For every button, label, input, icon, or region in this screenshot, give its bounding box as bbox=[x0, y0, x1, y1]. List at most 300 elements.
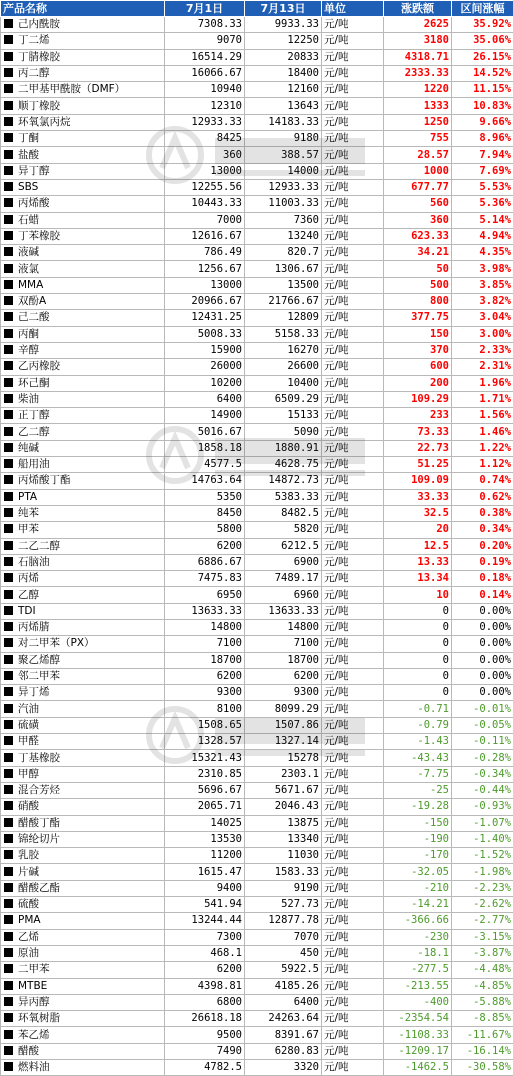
unit-cell[interactable]: 元/吨 bbox=[322, 440, 384, 456]
product-name-cell[interactable] bbox=[1, 342, 165, 358]
unit-cell[interactable]: 元/吨 bbox=[322, 277, 384, 293]
price-end-cell[interactable]: 1507.86 bbox=[245, 717, 322, 733]
change-amount-cell[interactable]: 13.34 bbox=[384, 571, 452, 587]
price-start-cell[interactable]: 2065.71 bbox=[165, 799, 245, 815]
change-amount-cell[interactable]: 600 bbox=[384, 359, 452, 375]
change-percent-cell[interactable]: -2.62% bbox=[452, 897, 513, 913]
product-name-cell[interactable] bbox=[1, 65, 165, 81]
change-amount-cell[interactable]: 12.5 bbox=[384, 538, 452, 554]
price-start-cell[interactable]: 5016.67 bbox=[165, 424, 245, 440]
change-amount-cell[interactable]: -7.75 bbox=[384, 766, 452, 782]
table-row[interactable] bbox=[1, 277, 513, 293]
change-percent-cell[interactable]: 0.20% bbox=[452, 538, 513, 554]
table-row[interactable] bbox=[1, 701, 513, 717]
change-amount-cell[interactable]: 10 bbox=[384, 587, 452, 603]
change-amount-cell[interactable]: -213.55 bbox=[384, 978, 452, 994]
table-row[interactable] bbox=[1, 554, 513, 570]
product-name-cell[interactable] bbox=[1, 766, 165, 782]
price-start-cell[interactable]: 1508.65 bbox=[165, 717, 245, 733]
price-end-cell[interactable]: 1880.91 bbox=[245, 440, 322, 456]
price-start-cell[interactable]: 12616.67 bbox=[165, 228, 245, 244]
unit-cell[interactable]: 元/吨 bbox=[322, 457, 384, 473]
change-percent-cell[interactable]: 0.74% bbox=[452, 473, 513, 489]
price-start-cell[interactable]: 1615.47 bbox=[165, 864, 245, 880]
price-end-cell[interactable]: 11030 bbox=[245, 848, 322, 864]
table-row[interactable] bbox=[1, 1060, 513, 1076]
unit-cell[interactable]: 元/吨 bbox=[322, 750, 384, 766]
price-start-cell[interactable]: 9500 bbox=[165, 1027, 245, 1043]
change-percent-cell[interactable]: -2.23% bbox=[452, 880, 513, 896]
change-amount-cell[interactable]: -0.71 bbox=[384, 701, 452, 717]
price-end-cell[interactable]: 12250 bbox=[245, 33, 322, 49]
price-start-cell[interactable]: 20966.67 bbox=[165, 294, 245, 310]
table-row[interactable] bbox=[1, 391, 513, 407]
table-row[interactable] bbox=[1, 978, 513, 994]
unit-cell[interactable]: 元/吨 bbox=[322, 994, 384, 1010]
unit-cell[interactable]: 元/吨 bbox=[322, 1043, 384, 1059]
price-end-cell[interactable]: 12809 bbox=[245, 310, 322, 326]
change-percent-cell[interactable]: 26.15% bbox=[452, 49, 513, 65]
price-start-cell[interactable]: 4398.81 bbox=[165, 978, 245, 994]
change-amount-cell[interactable]: 1220 bbox=[384, 82, 452, 98]
unit-cell[interactable]: 元/吨 bbox=[322, 114, 384, 130]
change-amount-cell[interactable]: -400 bbox=[384, 994, 452, 1010]
unit-cell[interactable]: 元/吨 bbox=[322, 82, 384, 98]
product-name-cell[interactable] bbox=[1, 359, 165, 375]
table-row[interactable] bbox=[1, 815, 513, 831]
price-start-cell[interactable]: 13000 bbox=[165, 277, 245, 293]
unit-cell[interactable]: 元/吨 bbox=[322, 408, 384, 424]
price-end-cell[interactable]: 26600 bbox=[245, 359, 322, 375]
change-percent-cell[interactable]: 0.18% bbox=[452, 571, 513, 587]
table-row[interactable] bbox=[1, 848, 513, 864]
product-name-cell[interactable] bbox=[1, 391, 165, 407]
price-end-cell[interactable]: 24263.64 bbox=[245, 1011, 322, 1027]
price-start-cell[interactable]: 12310 bbox=[165, 98, 245, 114]
unit-cell[interactable]: 元/吨 bbox=[322, 245, 384, 261]
unit-cell[interactable]: 元/吨 bbox=[322, 212, 384, 228]
change-amount-cell[interactable]: 1000 bbox=[384, 163, 452, 179]
price-start-cell[interactable]: 4577.5 bbox=[165, 457, 245, 473]
unit-cell[interactable]: 元/吨 bbox=[322, 538, 384, 554]
unit-cell[interactable]: 元/吨 bbox=[322, 375, 384, 391]
change-amount-cell[interactable]: -277.5 bbox=[384, 962, 452, 978]
price-end-cell[interactable]: 9180 bbox=[245, 131, 322, 147]
change-amount-cell[interactable]: 800 bbox=[384, 294, 452, 310]
change-percent-cell[interactable]: -4.48% bbox=[452, 962, 513, 978]
price-start-cell[interactable]: 7475.83 bbox=[165, 571, 245, 587]
price-start-cell[interactable]: 10940 bbox=[165, 82, 245, 98]
change-percent-cell[interactable]: 0.34% bbox=[452, 522, 513, 538]
price-start-cell[interactable]: 8450 bbox=[165, 505, 245, 521]
product-name-cell[interactable] bbox=[1, 1027, 165, 1043]
product-name-cell[interactable] bbox=[1, 49, 165, 65]
price-start-cell[interactable]: 5350 bbox=[165, 489, 245, 505]
unit-cell[interactable]: 元/吨 bbox=[322, 294, 384, 310]
unit-cell[interactable]: 元/吨 bbox=[322, 848, 384, 864]
table-row[interactable] bbox=[1, 994, 513, 1010]
price-start-cell[interactable]: 360 bbox=[165, 147, 245, 163]
price-start-cell[interactable]: 6950 bbox=[165, 587, 245, 603]
change-percent-cell[interactable]: 7.94% bbox=[452, 147, 513, 163]
header-change-percent[interactable]: 区间涨幅 bbox=[452, 1, 513, 17]
price-end-cell[interactable]: 5158.33 bbox=[245, 326, 322, 342]
price-end-cell[interactable]: 6200 bbox=[245, 668, 322, 684]
price-start-cell[interactable]: 2310.85 bbox=[165, 766, 245, 782]
price-end-cell[interactable]: 7100 bbox=[245, 636, 322, 652]
table-row[interactable] bbox=[1, 880, 513, 896]
change-percent-cell[interactable]: 8.96% bbox=[452, 131, 513, 147]
price-end-cell[interactable]: 6900 bbox=[245, 554, 322, 570]
table-row[interactable] bbox=[1, 1027, 513, 1043]
change-percent-cell[interactable]: 5.53% bbox=[452, 179, 513, 195]
table-row[interactable] bbox=[1, 750, 513, 766]
unit-cell[interactable]: 元/吨 bbox=[322, 978, 384, 994]
unit-cell[interactable]: 元/吨 bbox=[322, 652, 384, 668]
change-amount-cell[interactable]: 0 bbox=[384, 619, 452, 635]
price-end-cell[interactable]: 7489.17 bbox=[245, 571, 322, 587]
table-row[interactable] bbox=[1, 734, 513, 750]
table-row[interactable] bbox=[1, 929, 513, 945]
unit-cell[interactable]: 元/吨 bbox=[322, 587, 384, 603]
table-row[interactable] bbox=[1, 65, 513, 81]
change-percent-cell[interactable]: -0.11% bbox=[452, 734, 513, 750]
price-start-cell[interactable]: 6200 bbox=[165, 668, 245, 684]
change-percent-cell[interactable]: 2.31% bbox=[452, 359, 513, 375]
change-amount-cell[interactable]: 0 bbox=[384, 636, 452, 652]
table-row[interactable] bbox=[1, 864, 513, 880]
unit-cell[interactable]: 元/吨 bbox=[322, 228, 384, 244]
price-end-cell[interactable]: 2303.1 bbox=[245, 766, 322, 782]
product-name-cell[interactable] bbox=[1, 457, 165, 473]
change-amount-cell[interactable]: 370 bbox=[384, 342, 452, 358]
change-percent-cell[interactable]: -1.07% bbox=[452, 815, 513, 831]
product-name-cell[interactable] bbox=[1, 929, 165, 945]
price-start-cell[interactable]: 5696.67 bbox=[165, 782, 245, 798]
change-amount-cell[interactable]: 0 bbox=[384, 603, 452, 619]
change-amount-cell[interactable]: 32.5 bbox=[384, 505, 452, 521]
price-end-cell[interactable]: 16270 bbox=[245, 342, 322, 358]
unit-cell[interactable]: 元/吨 bbox=[322, 636, 384, 652]
price-start-cell[interactable]: 26000 bbox=[165, 359, 245, 375]
table-row[interactable] bbox=[1, 505, 513, 521]
change-percent-cell[interactable]: -3.87% bbox=[452, 945, 513, 961]
unit-cell[interactable]: 元/吨 bbox=[322, 131, 384, 147]
price-end-cell[interactable]: 450 bbox=[245, 945, 322, 961]
change-amount-cell[interactable]: -170 bbox=[384, 848, 452, 864]
price-end-cell[interactable]: 5922.5 bbox=[245, 962, 322, 978]
product-name-cell[interactable] bbox=[1, 848, 165, 864]
table-row[interactable] bbox=[1, 17, 513, 33]
price-end-cell[interactable]: 12877.78 bbox=[245, 913, 322, 929]
change-percent-cell[interactable]: 4.94% bbox=[452, 228, 513, 244]
product-name-cell[interactable] bbox=[1, 522, 165, 538]
product-name-cell[interactable] bbox=[1, 17, 165, 33]
product-name-cell[interactable] bbox=[1, 1060, 165, 1076]
table-row[interactable] bbox=[1, 489, 513, 505]
price-start-cell[interactable]: 786.49 bbox=[165, 245, 245, 261]
price-start-cell[interactable]: 7308.33 bbox=[165, 17, 245, 33]
price-start-cell[interactable]: 6200 bbox=[165, 538, 245, 554]
unit-cell[interactable]: 元/吨 bbox=[322, 880, 384, 896]
price-end-cell[interactable]: 18700 bbox=[245, 652, 322, 668]
unit-cell[interactable]: 元/吨 bbox=[322, 799, 384, 815]
change-percent-cell[interactable]: 1.22% bbox=[452, 440, 513, 456]
product-name-cell[interactable] bbox=[1, 880, 165, 896]
change-amount-cell[interactable]: -32.05 bbox=[384, 864, 452, 880]
unit-cell[interactable]: 元/吨 bbox=[322, 359, 384, 375]
unit-cell[interactable]: 元/吨 bbox=[322, 929, 384, 945]
product-name-cell[interactable] bbox=[1, 277, 165, 293]
product-name-cell[interactable] bbox=[1, 668, 165, 684]
price-end-cell[interactable]: 15133 bbox=[245, 408, 322, 424]
price-end-cell[interactable]: 6212.5 bbox=[245, 538, 322, 554]
product-name-cell[interactable] bbox=[1, 82, 165, 98]
price-end-cell[interactable]: 13633.33 bbox=[245, 603, 322, 619]
table-row[interactable] bbox=[1, 619, 513, 635]
price-end-cell[interactable]: 15278 bbox=[245, 750, 322, 766]
price-end-cell[interactable]: 3320 bbox=[245, 1060, 322, 1076]
price-end-cell[interactable]: 4185.26 bbox=[245, 978, 322, 994]
change-amount-cell[interactable]: -210 bbox=[384, 880, 452, 896]
table-row[interactable] bbox=[1, 375, 513, 391]
change-amount-cell[interactable]: -1.43 bbox=[384, 734, 452, 750]
change-amount-cell[interactable]: -1209.17 bbox=[384, 1043, 452, 1059]
change-percent-cell[interactable]: -16.14% bbox=[452, 1043, 513, 1059]
change-percent-cell[interactable]: 3.98% bbox=[452, 261, 513, 277]
unit-cell[interactable]: 元/吨 bbox=[322, 163, 384, 179]
price-end-cell[interactable]: 7070 bbox=[245, 929, 322, 945]
unit-cell[interactable]: 元/吨 bbox=[322, 391, 384, 407]
change-percent-cell[interactable]: 2.33% bbox=[452, 342, 513, 358]
change-amount-cell[interactable]: 377.75 bbox=[384, 310, 452, 326]
header-date-end[interactable]: 7月13日 bbox=[245, 1, 322, 17]
table-row[interactable] bbox=[1, 196, 513, 212]
change-amount-cell[interactable]: 1333 bbox=[384, 98, 452, 114]
unit-cell[interactable]: 元/吨 bbox=[322, 261, 384, 277]
change-amount-cell[interactable]: 755 bbox=[384, 131, 452, 147]
price-start-cell[interactable]: 13530 bbox=[165, 831, 245, 847]
product-name-cell[interactable] bbox=[1, 571, 165, 587]
unit-cell[interactable]: 元/吨 bbox=[322, 864, 384, 880]
table-row[interactable] bbox=[1, 33, 513, 49]
unit-cell[interactable]: 元/吨 bbox=[322, 65, 384, 81]
table-row[interactable] bbox=[1, 766, 513, 782]
price-start-cell[interactable]: 9400 bbox=[165, 880, 245, 896]
price-start-cell[interactable]: 13633.33 bbox=[165, 603, 245, 619]
change-percent-cell[interactable]: 3.04% bbox=[452, 310, 513, 326]
table-row[interactable] bbox=[1, 473, 513, 489]
table-row[interactable] bbox=[1, 652, 513, 668]
change-amount-cell[interactable]: 4318.71 bbox=[384, 49, 452, 65]
change-amount-cell[interactable]: -43.43 bbox=[384, 750, 452, 766]
table-row[interactable] bbox=[1, 945, 513, 961]
product-name-cell[interactable] bbox=[1, 424, 165, 440]
price-start-cell[interactable]: 6400 bbox=[165, 391, 245, 407]
table-row[interactable] bbox=[1, 261, 513, 277]
price-start-cell[interactable]: 14025 bbox=[165, 815, 245, 831]
header-date-start[interactable]: 7月1日 bbox=[165, 1, 245, 17]
unit-cell[interactable]: 元/吨 bbox=[322, 49, 384, 65]
price-end-cell[interactable]: 5090 bbox=[245, 424, 322, 440]
product-name-cell[interactable] bbox=[1, 375, 165, 391]
price-end-cell[interactable]: 5671.67 bbox=[245, 782, 322, 798]
change-amount-cell[interactable]: -18.1 bbox=[384, 945, 452, 961]
table-row[interactable] bbox=[1, 147, 513, 163]
price-end-cell[interactable]: 11003.33 bbox=[245, 196, 322, 212]
price-end-cell[interactable]: 13340 bbox=[245, 831, 322, 847]
price-end-cell[interactable]: 13240 bbox=[245, 228, 322, 244]
header-unit[interactable]: 单位 bbox=[322, 1, 384, 17]
price-start-cell[interactable]: 9070 bbox=[165, 33, 245, 49]
change-amount-cell[interactable]: 0 bbox=[384, 685, 452, 701]
table-row[interactable] bbox=[1, 131, 513, 147]
table-row[interactable] bbox=[1, 1043, 513, 1059]
price-end-cell[interactable]: 7360 bbox=[245, 212, 322, 228]
product-name-cell[interactable] bbox=[1, 897, 165, 913]
price-end-cell[interactable]: 20833 bbox=[245, 49, 322, 65]
product-name-cell[interactable] bbox=[1, 962, 165, 978]
change-percent-cell[interactable]: 3.85% bbox=[452, 277, 513, 293]
change-amount-cell[interactable]: 51.25 bbox=[384, 457, 452, 473]
change-percent-cell[interactable]: -0.28% bbox=[452, 750, 513, 766]
change-percent-cell[interactable]: 0.00% bbox=[452, 636, 513, 652]
unit-cell[interactable]: 元/吨 bbox=[322, 424, 384, 440]
price-start-cell[interactable]: 9300 bbox=[165, 685, 245, 701]
product-name-cell[interactable] bbox=[1, 98, 165, 114]
product-name-cell[interactable] bbox=[1, 179, 165, 195]
product-name-cell[interactable] bbox=[1, 114, 165, 130]
change-percent-cell[interactable]: 0.00% bbox=[452, 685, 513, 701]
price-start-cell[interactable]: 11200 bbox=[165, 848, 245, 864]
price-end-cell[interactable]: 21766.67 bbox=[245, 294, 322, 310]
product-name-cell[interactable] bbox=[1, 131, 165, 147]
change-percent-cell[interactable]: 14.52% bbox=[452, 65, 513, 81]
price-start-cell[interactable]: 4782.5 bbox=[165, 1060, 245, 1076]
change-percent-cell[interactable]: 35.06% bbox=[452, 33, 513, 49]
change-amount-cell[interactable]: 13.33 bbox=[384, 554, 452, 570]
change-percent-cell[interactable]: 1.56% bbox=[452, 408, 513, 424]
unit-cell[interactable]: 元/吨 bbox=[322, 554, 384, 570]
unit-cell[interactable]: 元/吨 bbox=[322, 342, 384, 358]
change-percent-cell[interactable]: 1.71% bbox=[452, 391, 513, 407]
product-name-cell[interactable] bbox=[1, 196, 165, 212]
price-end-cell[interactable]: 9300 bbox=[245, 685, 322, 701]
unit-cell[interactable]: 元/吨 bbox=[322, 701, 384, 717]
change-percent-cell[interactable]: 5.14% bbox=[452, 212, 513, 228]
table-row[interactable] bbox=[1, 782, 513, 798]
table-row[interactable] bbox=[1, 342, 513, 358]
product-name-cell[interactable] bbox=[1, 33, 165, 49]
price-start-cell[interactable]: 1256.67 bbox=[165, 261, 245, 277]
price-end-cell[interactable]: 14183.33 bbox=[245, 114, 322, 130]
change-percent-cell[interactable]: 0.00% bbox=[452, 603, 513, 619]
change-percent-cell[interactable]: -4.85% bbox=[452, 978, 513, 994]
product-name-cell[interactable] bbox=[1, 294, 165, 310]
price-end-cell[interactable]: 1583.33 bbox=[245, 864, 322, 880]
table-row[interactable] bbox=[1, 897, 513, 913]
price-end-cell[interactable]: 12160 bbox=[245, 82, 322, 98]
unit-cell[interactable]: 元/吨 bbox=[322, 603, 384, 619]
unit-cell[interactable]: 元/吨 bbox=[322, 897, 384, 913]
price-start-cell[interactable]: 12255.56 bbox=[165, 179, 245, 195]
unit-cell[interactable]: 元/吨 bbox=[322, 717, 384, 733]
product-name-cell[interactable] bbox=[1, 245, 165, 261]
change-amount-cell[interactable]: 360 bbox=[384, 212, 452, 228]
change-amount-cell[interactable]: 109.09 bbox=[384, 473, 452, 489]
unit-cell[interactable]: 元/吨 bbox=[322, 815, 384, 831]
product-name-cell[interactable] bbox=[1, 913, 165, 929]
price-end-cell[interactable]: 8099.29 bbox=[245, 701, 322, 717]
unit-cell[interactable]: 元/吨 bbox=[322, 962, 384, 978]
product-name-cell[interactable] bbox=[1, 538, 165, 554]
table-row[interactable] bbox=[1, 668, 513, 684]
change-percent-cell[interactable]: -0.05% bbox=[452, 717, 513, 733]
change-amount-cell[interactable]: -230 bbox=[384, 929, 452, 945]
product-name-cell[interactable] bbox=[1, 147, 165, 163]
table-row[interactable] bbox=[1, 685, 513, 701]
price-end-cell[interactable]: 4628.75 bbox=[245, 457, 322, 473]
change-percent-cell[interactable]: -1.52% bbox=[452, 848, 513, 864]
price-start-cell[interactable]: 8100 bbox=[165, 701, 245, 717]
change-amount-cell[interactable]: 3180 bbox=[384, 33, 452, 49]
product-name-cell[interactable] bbox=[1, 408, 165, 424]
unit-cell[interactable]: 元/吨 bbox=[322, 571, 384, 587]
header-product-name[interactable]: 产品名称 bbox=[1, 1, 165, 17]
price-start-cell[interactable]: 13244.44 bbox=[165, 913, 245, 929]
price-start-cell[interactable]: 18700 bbox=[165, 652, 245, 668]
price-end-cell[interactable]: 820.7 bbox=[245, 245, 322, 261]
price-end-cell[interactable]: 5820 bbox=[245, 522, 322, 538]
change-amount-cell[interactable]: 0 bbox=[384, 668, 452, 684]
change-percent-cell[interactable]: -1.98% bbox=[452, 864, 513, 880]
change-percent-cell[interactable]: -5.88% bbox=[452, 994, 513, 1010]
change-percent-cell[interactable]: -0.34% bbox=[452, 766, 513, 782]
price-end-cell[interactable]: 14000 bbox=[245, 163, 322, 179]
change-percent-cell[interactable]: 1.46% bbox=[452, 424, 513, 440]
change-amount-cell[interactable]: -0.79 bbox=[384, 717, 452, 733]
unit-cell[interactable]: 元/吨 bbox=[322, 147, 384, 163]
price-start-cell[interactable]: 16514.29 bbox=[165, 49, 245, 65]
change-percent-cell[interactable]: 35.92% bbox=[452, 17, 513, 33]
price-start-cell[interactable]: 6886.67 bbox=[165, 554, 245, 570]
product-name-cell[interactable] bbox=[1, 554, 165, 570]
change-percent-cell[interactable]: 0.00% bbox=[452, 619, 513, 635]
product-name-cell[interactable] bbox=[1, 734, 165, 750]
change-percent-cell[interactable]: -3.15% bbox=[452, 929, 513, 945]
change-percent-cell[interactable]: 0.14% bbox=[452, 587, 513, 603]
change-percent-cell[interactable]: -11.67% bbox=[452, 1027, 513, 1043]
unit-cell[interactable]: 元/吨 bbox=[322, 913, 384, 929]
price-start-cell[interactable]: 10443.33 bbox=[165, 196, 245, 212]
product-name-cell[interactable] bbox=[1, 1011, 165, 1027]
table-row[interactable] bbox=[1, 587, 513, 603]
product-name-cell[interactable] bbox=[1, 782, 165, 798]
change-amount-cell[interactable]: -2354.54 bbox=[384, 1011, 452, 1027]
table-row[interactable] bbox=[1, 359, 513, 375]
unit-cell[interactable]: 元/吨 bbox=[322, 1011, 384, 1027]
change-percent-cell[interactable]: 4.35% bbox=[452, 245, 513, 261]
change-amount-cell[interactable]: 560 bbox=[384, 196, 452, 212]
price-start-cell[interactable]: 13000 bbox=[165, 163, 245, 179]
price-end-cell[interactable]: 8391.67 bbox=[245, 1027, 322, 1043]
unit-cell[interactable]: 元/吨 bbox=[322, 33, 384, 49]
unit-cell[interactable]: 元/吨 bbox=[322, 473, 384, 489]
change-amount-cell[interactable]: 34.21 bbox=[384, 245, 452, 261]
unit-cell[interactable]: 元/吨 bbox=[322, 734, 384, 750]
change-amount-cell[interactable]: 22.73 bbox=[384, 440, 452, 456]
table-row[interactable] bbox=[1, 408, 513, 424]
